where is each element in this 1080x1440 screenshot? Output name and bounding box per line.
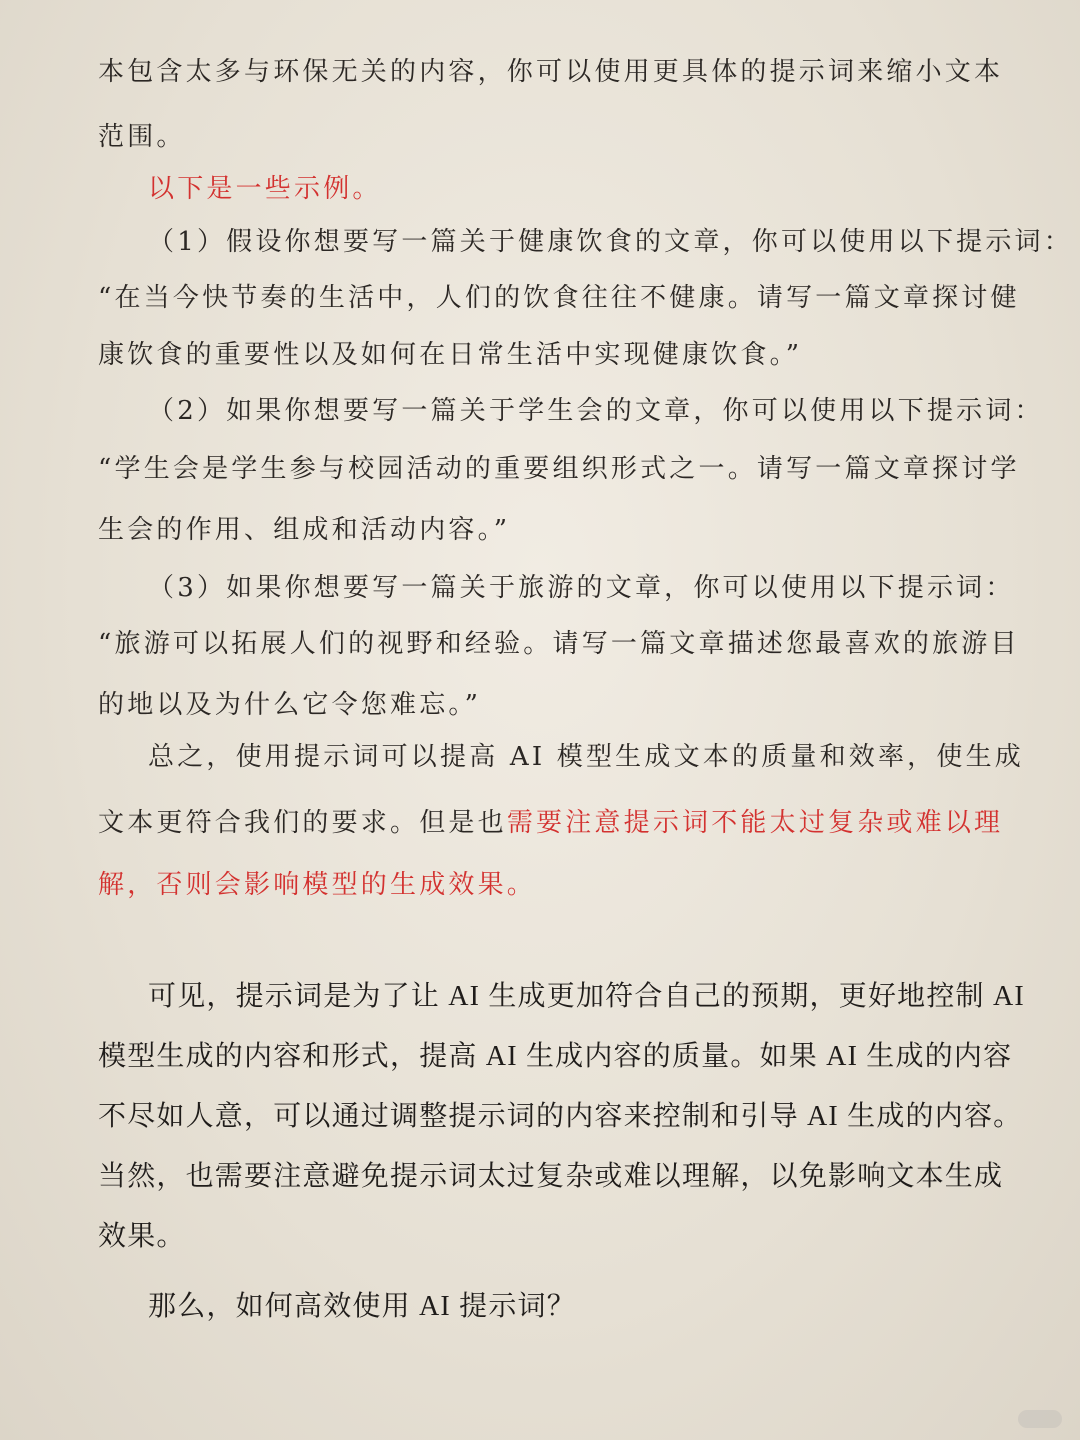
lower-text-line: 可见，提示词是为了让 AI 生成更加符合自己的预期，更好地控制 AI [148, 981, 1025, 1012]
text-line: 本包含太多与环保无关的内容，你可以使用更具体的提示词来缩小文本 [98, 57, 1004, 87]
lower-text-line: 当然，也需要注意避免提示词太过复杂或难以理解，以免影响文本生成 [98, 1161, 1004, 1192]
example-2-line: （2）如果你想要写一篇关于学生会的文章，你可以使用以下提示词： [148, 396, 1044, 426]
example-1-line: 康饮食的重要性以及如何在日常生活中实现健康饮食。” [98, 340, 803, 370]
example-3-line: 的地以及为什么它令您难忘。” [98, 690, 482, 720]
summary-line: 总之，使用提示词可以提高 AI 模型生成文本的质量和效率，使生成 [148, 742, 1024, 772]
example-3-line: “旅游可以拓展人们的视野和经验。请写一篇文章描述您最喜欢的旅游目 [98, 629, 1020, 659]
example-1-line: “在当今快节奏的生活中，人们的饮食往往不健康。请写一篇文章探讨健 [98, 283, 1020, 313]
summary-line [98, 806, 1004, 840]
example-2-line: 生会的作用、组成和活动内容。” [98, 515, 511, 545]
lower-text-line: 模型生成的内容和形式，提高 AI 生成内容的质量。如果 AI 生成的内容 [98, 1041, 1013, 1072]
summary-red-segment: 需要注意提示词不能太过复杂或难以理 [506, 808, 1004, 838]
lower-text-line: 不尽如人意，可以通过调整提示词的内容来控制和引导 AI 生成的内容。 [98, 1101, 1023, 1132]
question-line: 那么，如何高效使用 AI 提示词？ [148, 1291, 576, 1322]
example-1-line: （1）假设你想要写一篇关于健康饮食的文章，你可以使用以下提示词： [148, 227, 1073, 257]
summary-red-line: 解，否则会影响模型的生成效果。 [98, 870, 537, 900]
lower-text-line: 效果。 [98, 1221, 186, 1252]
watermark-badge [1018, 1410, 1062, 1428]
intro-red-line: 以下是一些示例。 [148, 174, 382, 204]
example-2-line: “学生会是学生参与校园活动的重要组织形式之一。请写一篇文章探讨学 [98, 454, 1020, 484]
summary-black-segment: 文本更符合我们的要求。但是也 [98, 808, 507, 838]
example-3-line: （3）如果你想要写一篇关于旅游的文章，你可以使用以下提示词： [148, 573, 1015, 603]
text-line: 范围。 [98, 122, 186, 152]
